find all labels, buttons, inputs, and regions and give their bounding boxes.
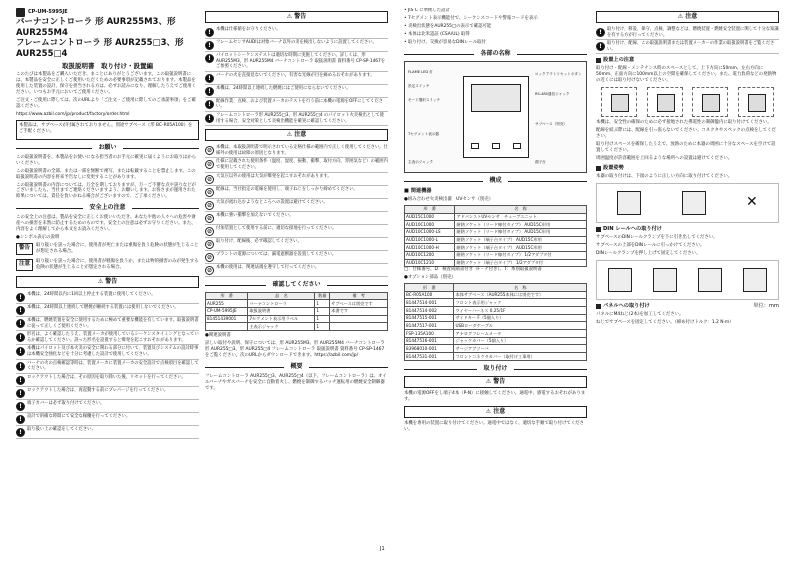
prohibition-icon: ! [205, 54, 214, 63]
warning-item [205, 85, 388, 98]
table-cell: AUD10C1000-H [405, 244, 455, 252]
warning-text: 本機は、24時間以上連続した燃焼にはご使用にならないでください。 [216, 85, 351, 91]
controller-figure [463, 76, 529, 158]
warning-text: 配線作業、点検、および装置メーカのテストを行う前に本機の電源をOFFにしてください。 [216, 98, 384, 110]
placement-box [738, 87, 774, 117]
caution-list-4 [596, 26, 779, 54]
warning-text: 本機に強い衝撃を加えないでください。 [216, 212, 294, 218]
onegai-item: この取扱説明書の内容については、万全を期しておりますが、万一ご不審な点や誤りなどがございましたら、当社までご連絡くださいますよう、お願いします。お客さまが運用された結果については、責任を負いかねる場合がございますので、ご了承ください。 [16, 182, 196, 200]
warning-text: 取り付け、配線、この取扱説明書または装置メーカーの作業の取扱説明書をご覧ください。 [607, 41, 775, 52]
table-row [405, 353, 587, 361]
table-cell: USBローダケーブル [454, 322, 587, 330]
table-cell: 81447516-001 [405, 337, 454, 345]
prohibition-icon: ! [16, 362, 25, 371]
prohibition-icon: ⊘ [206, 147, 213, 155]
prohibition-icon: ! [205, 87, 214, 96]
table-row [206, 300, 388, 308]
table-cell: 81447515-001 [405, 314, 454, 322]
table-cell: AUD10C1210 [405, 259, 455, 267]
confirm-table [205, 292, 388, 331]
device-shape [653, 268, 677, 292]
feature-item: • 7セグメント表示機能付で、シーケンスコードや警報コードを表示 [404, 15, 538, 21]
intro-paragraph: このたびは本製品をご購入いただき、まことにありがとうございます。この取扱説明書には、本製品を安全に正しくご使用いただくための必要事項が記載されております。本製品を使用した装置の設計、保守を担当される方は、必ずお読みになり、理解したうえでご使用ください。いつもお手元においてご使用ください。 [16, 72, 197, 96]
warning-item [16, 345, 199, 359]
table-header: 名 称 [454, 284, 587, 292]
din-step: DINレールクランプを押し上げて固定してください。 [596, 250, 701, 256]
install-note: 本機は、安全性の確保のために必ず接地された導電性の制御盤内に取り付けてください。 [596, 120, 772, 126]
table-cell: 耐熱ソケット（リード線付タイプ） 1/2アダプタ付 [455, 251, 587, 259]
table-cell: AUD10C1200 [405, 251, 455, 259]
warning-text: バーナの火を直接見ないでください。有害な光線が目を痛めるおそれがあります。 [216, 72, 375, 78]
warning-item [16, 426, 199, 439]
warning-item [16, 400, 199, 413]
table-cell: AUD15C1000 [405, 213, 455, 221]
symbol-caution: 注意 取り扱いを誤った場合に、使用者が軽傷を負うか、または物的損害のみが発生する危険の状態が生じることが想定される場合。 [16, 259, 199, 273]
table-cell [330, 315, 388, 323]
warning-text: 本機は、本取扱説明書で明示されている定格仕様の範囲内で正しく使用してください。仕様外の使用は故障の原因となります。 [216, 145, 388, 156]
table-header: 備 考 [330, 292, 388, 300]
warning-text: フレームセンサAUDIは対象バーナ以外の炎を検出しないように設置してください。 [216, 40, 377, 46]
doc-title-2: フレームコントローラ 形 AUR255□3、形 AUR255□4 [16, 38, 184, 59]
install-note: 取り付け・配線・メンテナンス時のスペースとして、上下方向に50mm、左右方向に50mm、正面方向に100mm以上の空間を確保してください。また、電力負荷などの発熱物の近くには取り付けないでください。 [596, 66, 777, 84]
warning-text: ロックアウトした場合は、その原因を取り除いた後、リセットを行ってください。 [27, 374, 186, 380]
column-1 [16, 8, 199, 553]
table-header: 形 番 [405, 205, 455, 213]
table-row [405, 299, 587, 307]
page-number: J1 [380, 546, 385, 552]
table-row [405, 314, 587, 322]
prohibition-icon: ! [205, 100, 214, 109]
placement-figure [596, 87, 779, 117]
safety-text: この安全上の注意は、製品を安全に正しくお使いいただき、あなたや他の人々への危害や財産への損害を未然に防止するためのものです。安全上の注意は必ずお守りください。また、内容をよく理解してから本文をお読みください。 [16, 215, 196, 233]
warning-text: 付加装置として使用する前に、適切な接地を行ってください。 [216, 225, 337, 231]
warning-item [205, 173, 388, 186]
table-cell: AUD10C1000-LS [405, 228, 455, 236]
warning-text: 大気が流れ込むようなところへの設置は避けてください。 [216, 199, 328, 205]
part-label: 7セグメント表示器 [408, 131, 439, 136]
prohibition-icon: ⊘ [206, 188, 213, 196]
warning-list-1 [16, 291, 199, 439]
table-cell [206, 323, 248, 331]
prohibition-icon: ! [16, 389, 25, 398]
warning-text: 配線は、当社指定の電線を使用し、端子ねじをしっかり締めてください。 [216, 186, 358, 192]
notice-box: 本製品は、サブベースが付属されておりません。別途サブベース（形 BC-R05A100）をご手配ください。 [16, 120, 199, 140]
button-shape [471, 143, 479, 149]
prohibition-icon: ! [16, 376, 25, 385]
outline-text: フレームコントローラ AUR255□3、AUR255□4（以下、フレームコントローラ）は、オイルバーナやガスバーナを安全に自動着火し、燃焼を制御するバッチ運転用の燃焼安全制御器です。 [205, 373, 387, 391]
warning-text: 形名は、よく確認したうえ、装置メーカが使用しているシーケンスタイミングとなっているか確認してください。誤った形名を設置すると爆発を起こすおそれがあります。 [27, 332, 199, 343]
option-title: ●オプション部品（別売） [404, 275, 456, 281]
install-caution-heading: ⚠ 注意 [404, 406, 587, 418]
table-cell: 1 [315, 323, 330, 331]
column-4 [596, 8, 779, 553]
table-cell: 81447514-002 [405, 307, 454, 315]
config-heading: 構成 [404, 177, 587, 185]
warning-text: パイロットシーケンステストは適切な時期に実施してください。詳しくは、形 AUR255M3、形 AUR255M4 バーナコントローラ 取扱説明書 資料番号 CP-SP-1467をご参照ください。 [216, 53, 386, 70]
warning-item [16, 291, 199, 304]
prohibition-icon: ! [16, 415, 25, 424]
table-row [405, 213, 587, 221]
table-cell: 耐熱ソケット（リード線付タイプ） AUD15C形用 [455, 221, 587, 229]
prohibition-icon: ⊘ [206, 161, 213, 169]
part-label: RS-485通信ジャック [535, 91, 570, 96]
part-label: 端子台 [535, 159, 546, 164]
symbol-warning: 警告 取り扱いを誤った場合に、使用者が死亡または重傷を負う危険の状態が生じることが想定される場合。 [16, 243, 199, 257]
warning-text: 仕様に記載された使用条件（温度、湿度、振動、衝撃、取付方向、雰囲気など）の範囲内で使用してください。 [216, 159, 388, 170]
names-heading: 各部の名称 [404, 50, 587, 58]
prohibition-icon: ! [16, 402, 25, 411]
table-row [405, 322, 587, 330]
prohibition-icon: ⊘ [206, 227, 213, 235]
warning-text: 大気圧以外の使用は大気が爆発を起こすおそれがあります。 [216, 173, 332, 179]
column-3 [404, 8, 587, 553]
feature-item: • 取り付け、交換が容易なDINレール取付 [404, 39, 486, 45]
uv-title: ●組み合わせ火炎検出器 UVセンサ（別売） [404, 196, 494, 202]
warning-item [205, 158, 388, 172]
company-logo [16, 8, 25, 17]
prohibition-icon: ⊘ [206, 240, 213, 248]
prohibition-icon: ⊘ [206, 214, 213, 222]
table-header: 品 名 [248, 292, 315, 300]
table-cell: 81447531-001 [405, 353, 454, 361]
table-cell: 本書です [330, 307, 388, 315]
table-cell: AUD10C1000 [405, 221, 455, 229]
onegai-item: この取扱説明書を、本製品をお使いになる担当者のお手元に確実に届くようにお取りはからいください。 [16, 154, 197, 166]
panel-step: パネルにM4ねじ(2本)を加工してください。 [596, 311, 684, 317]
table-cell: CP-UM-5995JE [206, 307, 248, 315]
device-shape [698, 268, 722, 292]
doc-title-1: バーナコントローラ 形 AUR255M3、形 AUR255M4 [16, 17, 176, 38]
table-cell: 83968010-001 [405, 345, 454, 353]
panel-step: ねじでサブベースを固定してください。（締め付けトルク：1.2 N·m） [596, 319, 734, 325]
install-note: 取り付けスペースを確保したうえで、放熱のために本器の周囲に十分なスペースを空けて設置してください。 [596, 142, 776, 153]
warning-text: 本機は仕様値をお守りください。 [216, 27, 281, 33]
part-label: サブベース（別売） [535, 121, 568, 126]
table-cell: サイドキー F（5個入り） [454, 314, 587, 322]
install-caution-sub: 設置上の注意 [596, 57, 779, 64]
warning-item [205, 98, 388, 112]
device-shape [682, 191, 706, 215]
warning-item [205, 225, 388, 238]
placement-box [647, 87, 683, 117]
warning-text: フレームコントローラ形 AUR255□3、形 AUR255□4 のパイロット火炎検出として使用する場合、安全対策として炎検出機能を確実に確認してください。 [216, 112, 384, 124]
warning-item [16, 331, 199, 345]
install-caution-text: 本機を専用の装置に取り付けてください。通電中ではなく、適切な手順で取り付けてください。 [404, 420, 584, 432]
warning-item [596, 26, 779, 40]
doc-number: CP-UM-5995JE [16, 8, 199, 17]
table-cell: AUR255 [206, 300, 248, 308]
table-row [206, 307, 388, 315]
table-cell: 1 [315, 300, 330, 308]
option-table [404, 283, 587, 361]
button-shape [492, 143, 500, 149]
din-step: サブベースのDINレールクランプを下に引き出してください。 [596, 234, 718, 240]
safety-heading: 安全上の注意 [16, 204, 199, 212]
intro-order: ご注文・ご使用に際しては、次のURLより「ご注文・ご使用に際してのご承諾事項」をご確認ください。 [16, 98, 196, 109]
button-shape [513, 143, 521, 149]
warning-item [205, 238, 388, 251]
table-cell: 耐熱ソケット（端子台タイプ） 1/2アダプタ付 [455, 259, 587, 267]
warning-item [205, 144, 388, 158]
column-2 [205, 8, 388, 553]
table-cell: アナログフレームメータ [454, 330, 587, 338]
symbol-title: ●シンボル表示の説明 [16, 235, 60, 241]
config-sub: ■ 関連機器 [404, 187, 432, 194]
table-row [405, 259, 587, 267]
prohibition-icon: ! [16, 319, 25, 328]
table-cell: FSP-135A100 [405, 330, 454, 338]
warning-text: ロックアウトした場合は、再起動する前にプレパージを行ってください。 [27, 387, 169, 393]
table-header: 数量 [315, 292, 330, 300]
warning-item [16, 360, 199, 374]
table-cell: 7セグメント表示用ラベル [248, 315, 315, 323]
display-panel [471, 84, 521, 112]
table-row [405, 307, 587, 315]
feature-item: • 本体は北米認証 (CSA/UL) 取得 [404, 31, 470, 37]
warning-item [16, 317, 199, 331]
prohibition-icon: ! [16, 306, 25, 315]
prohibition-icon: ! [205, 28, 214, 37]
warning-item [205, 251, 388, 264]
warning-item [205, 39, 388, 52]
table-row [405, 236, 587, 244]
outline-heading: 概要 [205, 363, 388, 371]
warning-text: 設計で的確な時間にて安全な稼働を行ってください。 [27, 413, 131, 419]
table-cell: 主表示ジャック [248, 323, 315, 331]
intro-url[interactable]: https://www.azbil.com/jp/product/factory/order.html [16, 111, 130, 117]
table-row [405, 221, 587, 229]
warning-item [16, 374, 199, 387]
warning-text: 本機は、24時間以上連続して燃焼が継続する装置には使用しないでください。 [27, 305, 179, 311]
warning-item [16, 413, 199, 426]
table-row [405, 337, 587, 345]
table-cell: バーナコントローラ [248, 300, 315, 308]
table-cell: ワイヤーハーネス 0.25/1F [454, 307, 587, 315]
uv-note: □：仕様番号、D：検査成績書付き（F・ナ付き）、T：糸別取扱説明書 [404, 267, 542, 273]
prohibition-icon: ! [596, 42, 605, 51]
table-header: 形 番 [405, 284, 454, 292]
part-label: 設定スイッチ [408, 83, 430, 88]
onegai-item: この取扱説明書の全部、または一部を無断で複写、または転載することを禁止します。この取扱説明書の内容を将来予告なしに変更することがあります。 [16, 168, 196, 180]
warning-item [596, 40, 779, 54]
prohibition-icon: ! [16, 347, 25, 356]
part-label: ロックアウトリセットボタン [535, 71, 582, 76]
install-heading: 取り付け [404, 365, 587, 373]
warning-text: プラントの電源については、漏電遮断器を設置してください。 [216, 251, 337, 257]
warning-text: 本機はパイロット及び本火炎の安全に関わる部分に付いて、装置及びシステムの設計時事は本機安全強化などを十分に考慮した設計で使用してください。 [27, 346, 199, 357]
feature-item: • JIS C に準拠した設計 [404, 8, 450, 13]
table-cell: ジャックカバー（5個入り） [454, 337, 587, 345]
table-cell [330, 323, 388, 331]
uv-table [404, 205, 587, 267]
table-cell: フロントコネクタカバー（取付け工事用） [454, 353, 587, 361]
table-cell: AUD10C1000-L [405, 236, 455, 244]
device-shape [743, 268, 767, 292]
cross-icon: ✕ [746, 194, 758, 211]
warning-heading-2: ⚠ 警告 [205, 11, 388, 23]
table-cell: BC-R05A100 [405, 291, 454, 299]
prohibition-icon: ! [596, 28, 605, 37]
caution-list-2 [205, 144, 388, 276]
table-cell: サブベースは別売です [330, 300, 388, 308]
prohibition-icon: ! [205, 41, 214, 50]
warning-text: 取り付け、配線後、必ず確認してください。 [216, 238, 302, 244]
table-header: 形 番 [206, 292, 248, 300]
prohibition-icon: ! [16, 428, 25, 437]
prohibition-icon: ⊘ [206, 266, 213, 274]
table-cell: 81447514-001 [405, 299, 454, 307]
table-cell: 耐熱ソケット（リード線付タイプ） AUD15C形用 [455, 228, 587, 236]
warning-list-2 [205, 26, 388, 126]
feature-bullets [404, 8, 587, 46]
prohibition-icon: ! [205, 74, 214, 83]
table-row [405, 228, 587, 236]
orientation-figure [596, 183, 779, 223]
table-cell: 本体サブベース（AUR255本体には別売です） [454, 291, 587, 299]
part-label: 主表示ジャック [408, 159, 434, 164]
table-header: 名 称 [455, 205, 587, 213]
table-cell: 1 [315, 315, 330, 323]
doc-subtitle: 取扱説明書 取り付け・設置編 [62, 61, 153, 70]
warning-text: 端子カバーは必ず取り付けてください。 [27, 400, 105, 406]
device-shape [608, 268, 632, 292]
warning-item [205, 212, 388, 225]
table-cell: 1 [315, 307, 330, 315]
panel-sub: パネルへの取り付け 単位：mm [596, 303, 779, 310]
warning-text: 本機は、24時間以内に1回以上停止する装置に使用してください。 [27, 292, 156, 298]
prohibition-icon: ! [16, 293, 25, 302]
feature-item: • 炎検出状態をAUR255□の表示で確認可能 [404, 23, 492, 29]
table-row [405, 244, 587, 252]
caution-heading-4: ⚠ 注意 [596, 11, 779, 23]
related-title: ●関連説明書 [205, 333, 231, 338]
placement-box [692, 87, 728, 117]
table-row [405, 330, 587, 338]
prohibition-icon: ! [16, 333, 25, 342]
warning-item [205, 26, 388, 39]
warning-item [205, 264, 388, 277]
table-cell: 81451439001 [206, 315, 248, 323]
prohibition-icon: ⊘ [206, 253, 213, 261]
warning-item [205, 186, 388, 199]
table-cell: アドバンストUVセンサ チューブユニット [455, 213, 587, 221]
din-step: サブベースの上部をDINレールに引っかけてください。 [596, 242, 705, 248]
install-dir-sub: 設置姿勢 [596, 165, 779, 172]
placement-box [601, 87, 637, 117]
table-cell: サージアブソーバ [454, 345, 587, 353]
install-note: 配線を結ぶ際には、配線を引っ張らないでください。コネクタやスペックの点検をしてください。 [596, 128, 776, 140]
onegai-heading: お願い [16, 144, 199, 152]
table-row [405, 291, 587, 299]
table-cell: 取扱説明書 [248, 307, 315, 315]
warning-heading: ⚠ 警告 [16, 276, 199, 288]
warning-text: 取り扱い上の確認をしてください。 [27, 426, 96, 432]
warning-item [16, 387, 199, 400]
device-shape [617, 191, 641, 215]
caution-heading-2: ⚠ 注意 [205, 129, 388, 141]
table-cell: 耐熱ソケット（端子台タイプ） AUD15C形用 [455, 236, 587, 244]
warning-item [205, 52, 388, 72]
install-warning-text: 本機の電源OFFをし端子4本（P-N）に接触してください。通電中、感電するおそれがあります。 [404, 390, 586, 402]
table-row [405, 345, 587, 353]
warning-text: 取り付け、移設、保守、点検、調整などは、燃焼装置・燃焼安全装置に関して十分な知識を有する方が行ってください。 [607, 27, 779, 38]
install-note: 周囲温度が許容範囲を上回るような場所への設置は避けてください。 [596, 155, 733, 161]
table-cell: 81447517-001 [405, 322, 454, 330]
warning-text: バーナの火の点検確認等時は、装置メーカに装置メーカの安全設計で点検項目を確認してください。 [27, 360, 199, 372]
part-label: モード選択スイッチ [408, 97, 441, 102]
prohibition-icon: ⊘ [206, 201, 213, 209]
warning-item [205, 72, 388, 85]
warning-item [205, 112, 388, 126]
table-row [206, 315, 388, 323]
warning-item [16, 304, 199, 317]
install-warning-heading: ⚠ 警告 [404, 376, 587, 388]
part-label: FLAME LED 灯 [408, 69, 433, 74]
table-cell: フロント表示用ジャック [454, 299, 587, 307]
install-dir-text: 本器の取り付けは、下図のように正しい方向に取り付けてください。 [596, 173, 733, 179]
warning-item [205, 199, 388, 212]
prohibition-icon: ⊘ [206, 175, 213, 183]
parts-diagram [404, 61, 587, 173]
table-row [206, 323, 388, 331]
table-row [405, 251, 587, 259]
prohibition-icon: ! [205, 114, 214, 123]
confirm-heading: 確認してください [205, 281, 388, 289]
din-sub: DIN レールへの取り付け [596, 226, 779, 233]
warning-text: 本機の使用は、関連法規を遵守して行ってください。 [216, 264, 320, 270]
related-text: 詳しい取付や説明、保守については、形 AUR255M3、形 AUR255M4 バーナコントローラ 形 AUR255□3、形 AUR255□4 フレームコントローラ 取扱説明書 資料番号 CP-SP-1467 をご覧ください。次のURLからダウンロードできます。https://azbil.com/jp/ [205, 340, 385, 358]
warning-text: 本機は、燃焼装置を安全に使用するために極めて重要な機能を有しています。取扱説明書に従って正しくご使用ください。 [27, 318, 199, 329]
din-figure [596, 260, 779, 300]
table-cell: 耐熱ソケット（端子台タイプ） AUD15C形用 [455, 244, 587, 252]
